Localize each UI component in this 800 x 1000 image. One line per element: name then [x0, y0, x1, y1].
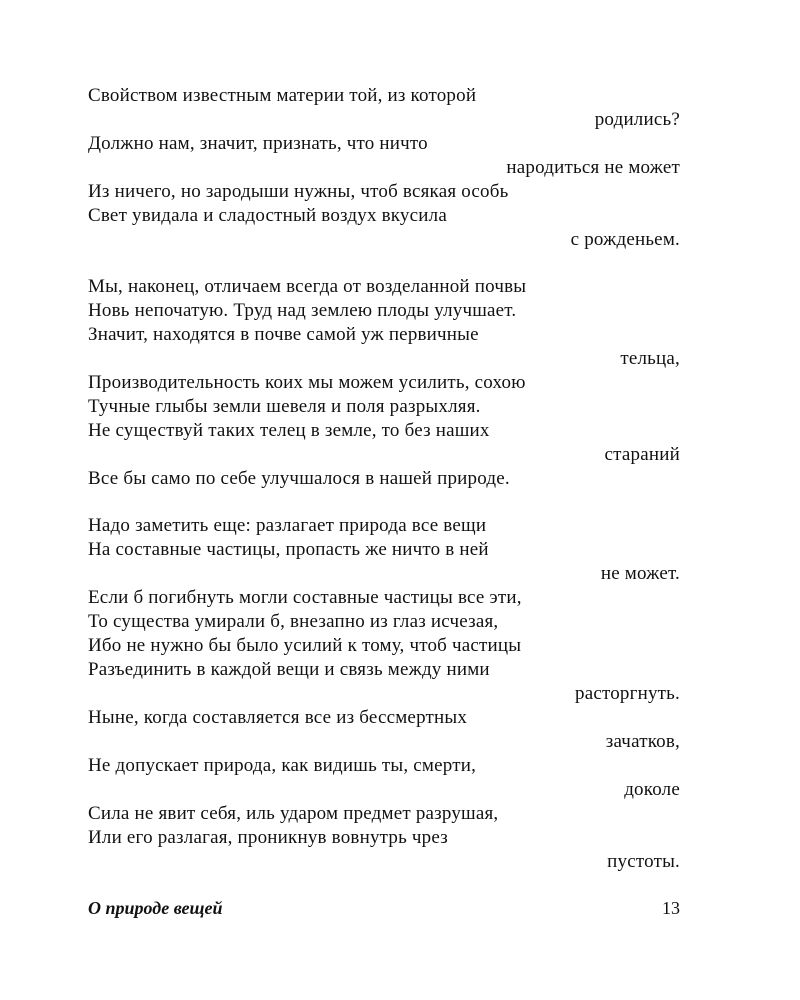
poem-line-continuation: расторгнуть.	[575, 683, 680, 704]
poem-line: Производительность коих мы можем усилить, сохою	[88, 372, 526, 393]
poem-line: Из ничего, но зародыши нужны, чтоб всякая особь	[88, 181, 509, 202]
page-footer	[88, 896, 680, 920]
poem-line: Мы, наконец, отличаем всегда от возделанной почвы	[88, 276, 527, 297]
poem-line-continuation: стараний	[604, 444, 680, 465]
poem-line: Должно нам, значит, признать, что ничто	[88, 133, 428, 154]
poem-line: Все бы само по себе улучшалося в нашей природе.	[88, 468, 510, 489]
poem-line-continuation: зачатков,	[605, 731, 680, 752]
stanza-3	[88, 514, 680, 874]
poem-line: Или его разлагая, проникнув вовнутрь чрез	[88, 827, 448, 848]
poem-line-continuation: родились?	[594, 109, 680, 130]
poem-line: Свет увидала и сладостный воздух вкусила	[88, 205, 447, 226]
poem-line: Надо заметить еще: разлагает природа все вещи	[88, 515, 487, 536]
poem-line: Разъединить в каждой вещи и связь между ними	[88, 659, 490, 680]
poem-line-continuation: с рожденьем.	[570, 229, 680, 250]
poem-line: Не существуй таких телец в земле, то без наших	[88, 420, 490, 441]
poem-line: Ныне, когда составляется все из бессмертных	[88, 707, 468, 728]
poem-line: Если б погибнуть могли составные частицы все эти,	[88, 587, 522, 608]
poem-line: Не допускает природа, как видишь ты, смерти,	[88, 755, 477, 776]
poem-line: То существа умирали б, внезапно из глаз исчезая,	[88, 611, 499, 632]
poem-line: Новь непочатую. Труд над землею плоды улучшает.	[88, 300, 517, 321]
poem-text	[88, 84, 680, 897]
poem-line-continuation: не может.	[600, 563, 680, 584]
poem-line: Свойством известным материи той, из которой	[88, 85, 477, 106]
stanza-2	[88, 275, 680, 491]
poem-line: Значит, находятся в почве самой уж первичные	[88, 324, 479, 345]
poem-line: Ибо не нужно бы было усилий к тому, чтоб частицы	[88, 635, 522, 656]
poem-line-continuation: пустоты.	[607, 851, 680, 872]
running-title: О природе вещей	[88, 897, 223, 918]
poem-line-continuation: тельца,	[620, 348, 680, 369]
poem-line: На составные частицы, пропасть же ничто в ней	[88, 539, 489, 560]
poem-line-continuation: доколе	[624, 779, 680, 800]
poem-line-continuation: народиться не может	[506, 157, 680, 178]
poem-line: Тучные глыбы земли шевеля и поля разрыхляя.	[88, 396, 481, 417]
stanza-1	[88, 84, 680, 252]
poem-line: Сила не явит себя, иль ударом предмет разрушая,	[88, 803, 499, 824]
page-number: 13	[662, 897, 680, 918]
